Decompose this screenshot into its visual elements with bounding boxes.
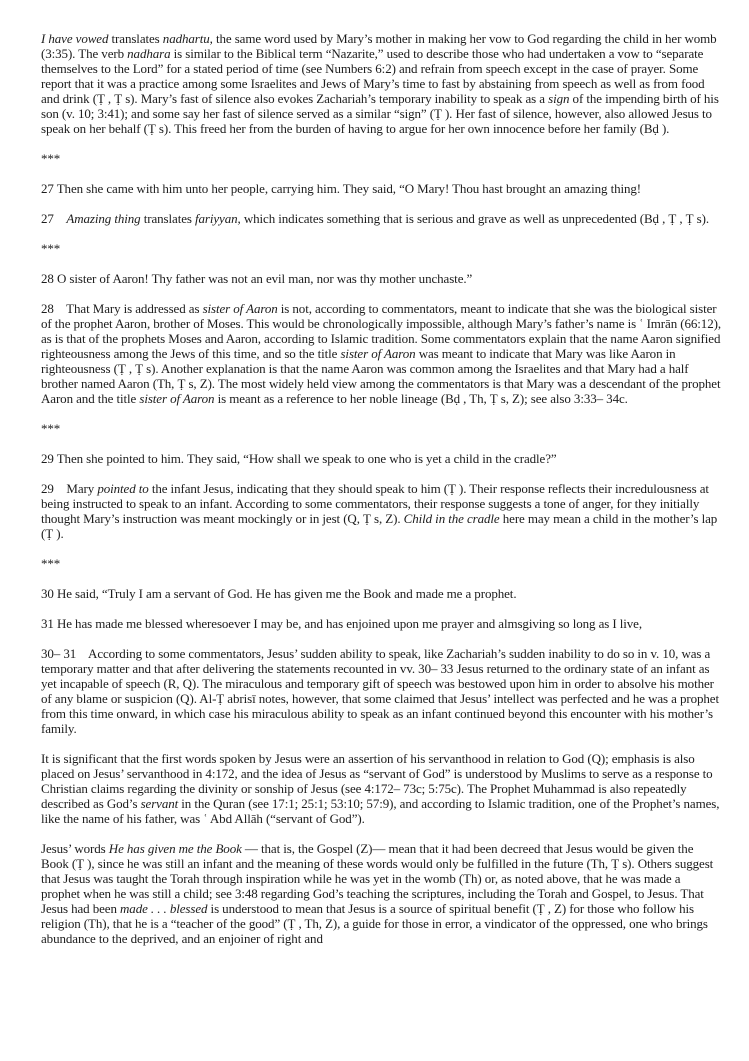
section-separator: *** <box>41 151 61 166</box>
verse-31: 31 He has made me blessed wheresoever I may be, and has enjoined upon me prayer and almsgiving so long as I live, <box>41 616 642 631</box>
section-separator: *** <box>41 241 61 256</box>
commentary-servanthood: It is significant that the first words spoken by Jesus were an assertion of his servanthood in relation to God (Q); emphasis is also placed on Jesus’ servanthood in 4:172, and the idea of Jesus as “servant of God” is understood by Muslims to serve as a response to Christian claims regarding the divinity or sonship of Jesus (see 4:172– 73c; 5:75c). The Prophet Muhammad is also repeatedly described as God’s servant in the Quran (see 17:1; 25:1; 53:10; 57:9), and according to Islamic tradition, one of the Prophet’s names, like the name of his father, was ʿ Abd Allāh (“servant of God”). <box>41 751 723 826</box>
commentary-given-the-book: Jesus’ words He has given me the Book — that is, the Gospel (Z)— mean that it had been decreed that Jesus would be given the Book (Ṭ ), since he was still an infant and the meaning of these words would only be fulfilled in the future (Th, Ṭ s). Others suggest that Jesus was taught the Torah through inspiration while he was yet in the womb (Th) or, as noted above, that he was made a prophet when he was still a child; see 3:48 regarding God’s teaching the scriptures, including the Torah and Gospel, to Jesus. That Jesus had been made . . . blessed is understood to mean that Jesus is a source of spiritual benefit (Ṭ , Z) for those who follow his religion (Th), that he is a “teacher of the good” (Ṭ , Th, Z), a guide for those in error, a vindicator of the oppressed, one who brings abundance to the deprived, and an enjoiner of right and <box>41 841 717 946</box>
verse-28: 28 O sister of Aaron! Thy father was not an evil man, nor was thy mother unchaste.” <box>41 271 473 286</box>
commentary-paragraph-i-have-vowed: I have vowed translates nadhartu, the same word used by Mary’s mother in making her vow to God regarding the child in her womb (3:35). The verb nadhara is similar to the Biblical term “Nazarite,” used to describe those who had undertaken a vow to “separate themselves to the Lord” for a stated period of time (see Numbers 6:2) and refrain from speech except in the case of prayer. Some report that it was a practice among some Israelites and Jews of Mary’s time to fast by abstaining from speech as well as from food and drink (Ṭ , Ṭ s). Mary’s fast of silence also evokes Zachariah’s temporary inability to speak as a sign of the impending birth of his son (v. 10; 3:41); and some say her fast of silence served as a similar “sign” (Ṭ ). Her fast of silence, however, also allowed Jesus to speak on her behalf (Ṭ s). This freed her from the burden of having to argue for her own innocence before her family (Bḍ ). <box>41 31 722 136</box>
commentary-27: 27 Amazing thing translates fariyyan, which indicates something that is serious and grave as well as unprecedented (Bḍ , Ṭ , Ṭ s). <box>41 211 710 226</box>
verse-29: 29 Then she pointed to him. They said, “How shall we speak to one who is yet a child in the cradle?” <box>41 451 557 466</box>
verse-30: 30 He said, “Truly I am a servant of God. He has given me the Book and made me a prophet. <box>41 586 517 601</box>
commentary-30-31: 30– 31 According to some commentators, Jesus’ sudden ability to speak, like Zachariah’s sudden inability to do so in v. 10, was a temporary matter and that after delivering the statements recounted in vv. 30– 33 Jesus returned to the ordinary state of an infant as yet incapable of speech (R, Q). The miraculous and temporary gift of speech was bestowed upon him in order to absolve his mother of any blame or suspicion (Q). Al-Ṭ abrisī notes, however, that some claimed that Jesus’ intellect was perfected and he was a prophet from this time onward, in which case his miraculous ability to speak as an infant continued beyond this encounter with his mother’s family. <box>41 646 723 736</box>
commentary-29: 29 Mary pointed to the infant Jesus, indicating that they should speak to him (Ṭ ). Their response reflects their incredulousness at being instructed to speak to an infant. According to some commentators, their response suggests a tone of anger, for they initially thought Mary’s instruction was meant mockingly or in jest (Q, Ṭ s, Z). Child in the cradle here may mean a child in the mother’s lap (Ṭ ). <box>41 481 721 541</box>
verse-27: 27 Then she came with him unto her people, carrying him. They said, “O Mary! Thou hast brought an amazing thing! <box>41 181 642 196</box>
section-separator: *** <box>41 556 61 571</box>
section-separator: *** <box>41 421 61 436</box>
commentary-28: 28 That Mary is addressed as sister of Aaron is not, according to commentators, meant to indicate that she was the biological sister of the prophet Aaron, brother of Moses. This would be chronologically impossible, although Mary’s father’s name is ʿ Imrān (66:12), as is that of the prophets Moses and Aaron, according to Islamic tradition. Some commentators explain that the name Aaron signified righteousness among the Jews of this time, and so the title sister of Aaron was meant to indicate that Mary was like Aaron in righteousness (Ṭ , Ṭ s). Another explanation is that the name Aaron was common among the Israelites and that Mary had a half brother named Aaron (Th, Ṭ s, Z). The most widely held view among the commentators is that Mary was a descendant of the prophet Aaron and the title sister of Aaron is meant as a reference to her noble lineage (Bḍ , Th, Ṭ s, Z); see also 3:33– 34c. <box>41 301 725 406</box>
